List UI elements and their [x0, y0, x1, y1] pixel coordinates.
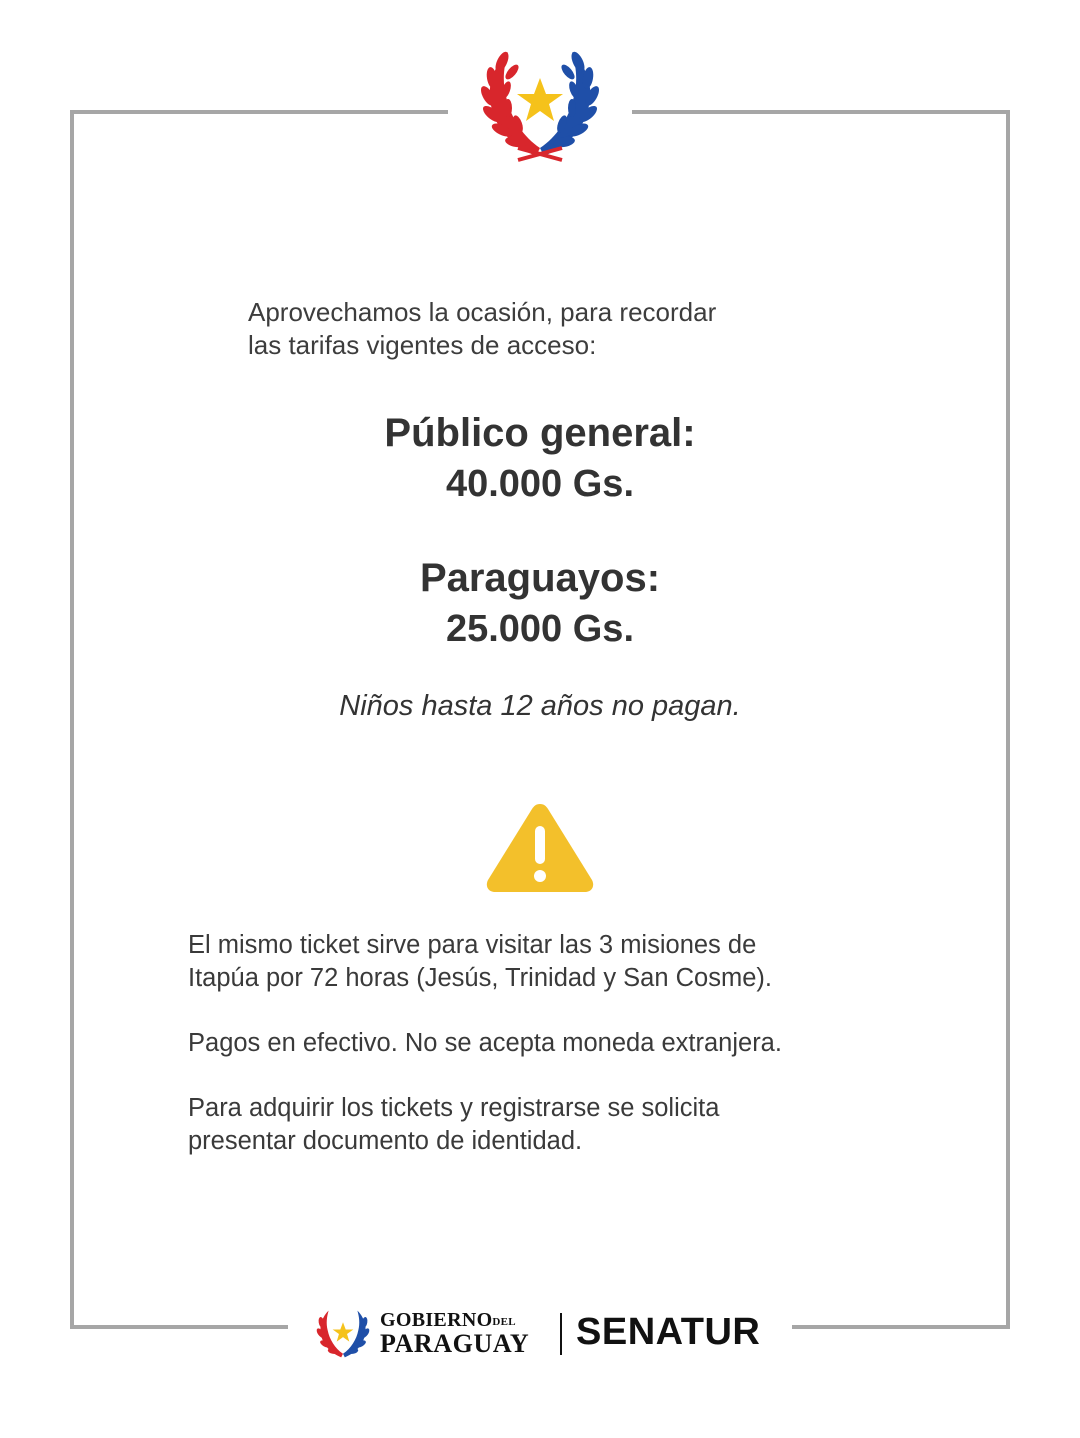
gobierno-seal-icon [314, 1307, 372, 1361]
logo-divider [560, 1313, 562, 1355]
del-text: DEL [492, 1316, 516, 1328]
price-general-label: Público general: [384, 411, 696, 455]
ticket-note-line-1: El mismo ticket sirve para visitar las 3 misiones de [188, 931, 757, 959]
ticket-note-line-2: Itapúa por 72 horas (Jesús, Trinidad y San Cosme). [188, 964, 772, 992]
id-note [188, 1092, 928, 1158]
ticket-note [188, 929, 928, 995]
price-paraguayos-value: 25.000 Gs. [445, 608, 635, 650]
price-paraguayos-label: Paraguayos: [419, 556, 661, 600]
footer-logos [314, 1305, 774, 1361]
price-general-value: 40.000 Gs. [445, 463, 635, 505]
senatur-logo: SENATUR [576, 1311, 761, 1353]
intro-line-1: Aprovechamos la ocasión, para recordar [248, 297, 717, 327]
id-note-line-2: presentar documento de identidad. [188, 1127, 583, 1155]
price-paraguayos [0, 553, 1080, 655]
paraguay-text: PARAGUAY [380, 1329, 530, 1358]
payment-note: Pagos en efectivo. No se acepta moneda extranjera. [188, 1029, 782, 1057]
price-general [0, 408, 1080, 510]
warning-icon [484, 800, 596, 894]
kids-note: Niños hasta 12 años no pagan. [339, 690, 741, 722]
paraguay-seal-icon [478, 44, 602, 164]
id-note-line-1: Para adquirir los tickets y registrarse se solicita [188, 1094, 720, 1122]
intro-line-2: las tarifas vigentes de acceso: [248, 330, 597, 360]
gobierno-text: GOBIERNODEL [380, 1309, 516, 1331]
intro-text [248, 296, 888, 362]
